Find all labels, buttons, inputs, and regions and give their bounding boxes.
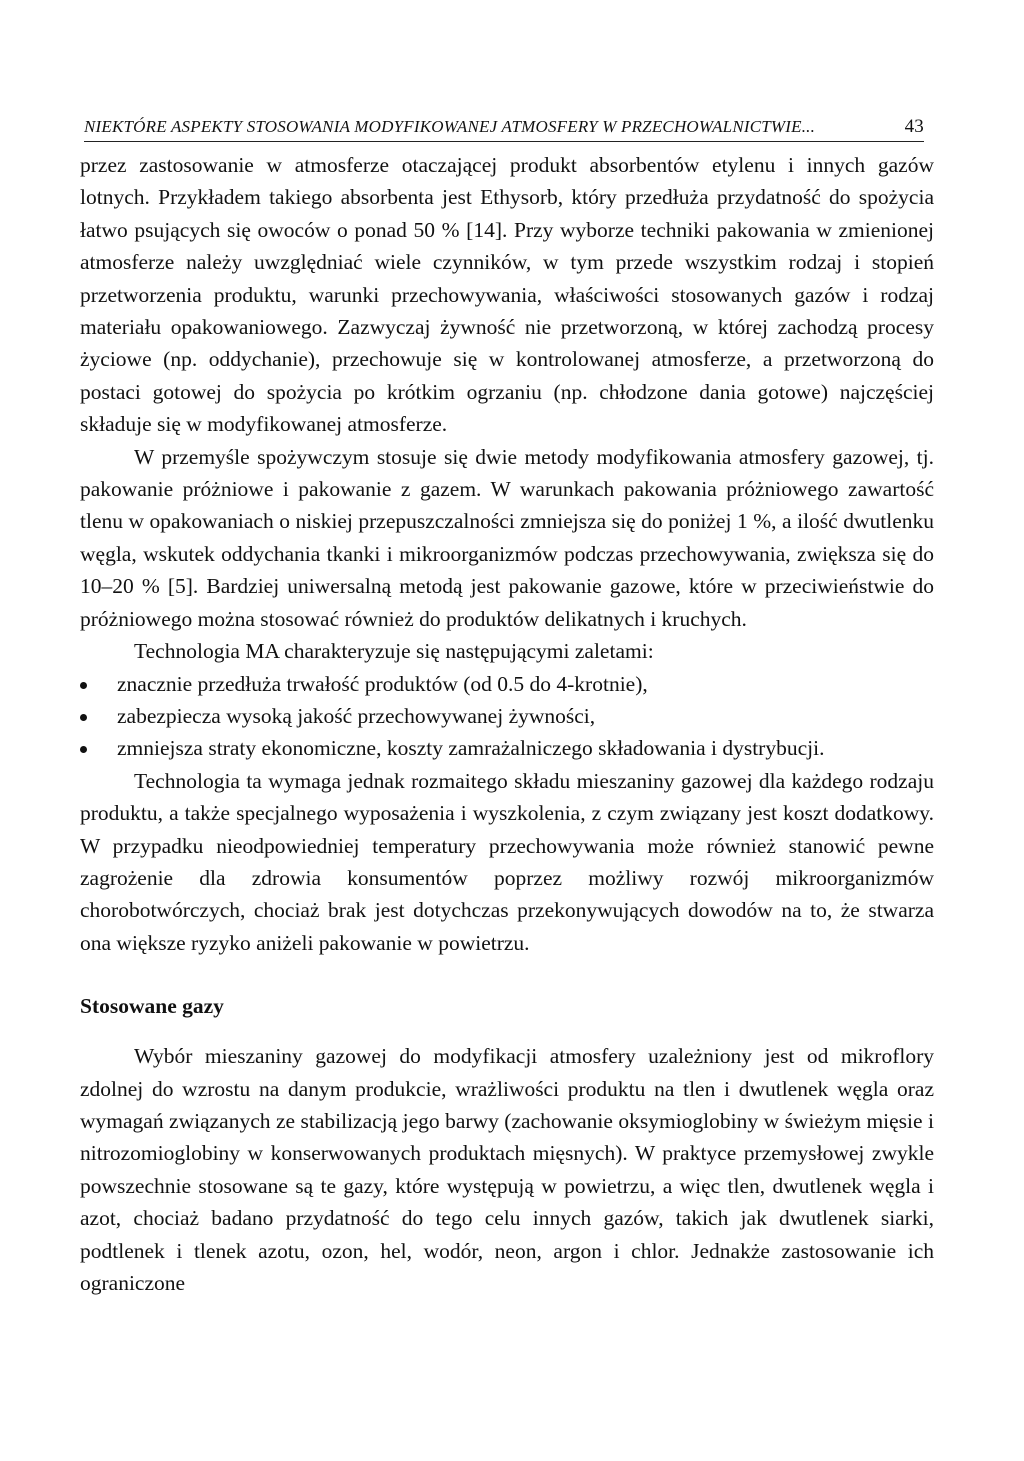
paragraph-methods: W przemyśle spożywczym stosuje się dwie metody modyfikowania atmosfery gazowej, tj. pakowanie próżniowe i pakowanie z gazem. W warunkach pakowania próżniowego zawartość tlenu w opakowaniach o niskiej przepuszczalności zmniejsza się do poniżej 1 %, a ilość dwutlenku węgla, wskutek oddychania tkanki i mikroorganizmów podczas przechowywania, zwiększa się do 10–20 % [5]. Bardziej uniwersalną metodą jest pakowanie gazowe, które w przeciwieństwie do próżniowego można stosować również do produktów delikatnych i kruchych. bbox=[80, 444, 934, 631]
advantages-list bbox=[80, 668, 934, 765]
paragraph-continuation: przez zastosowanie w atmosferze otaczającej produkt absorbentów etylenu i innych gazów lotnych. Przykładem takiego absorbenta jest Ethysorb, który przedłuża przydatność do spożycia łatwo psujących się owoców o ponad 50 % [14]. Przy wyborze techniki pakowania w zmienionej atmosferze należy uwzględniać wiele czynników, w tym przede wszystkim rodzaj i stopień przetworzenia produktu, warunki przechowywania, właściwości stosowanych gazów i rodzaj materiału opakowaniowego. Zazwyczaj żywność nie przetworzoną, w której zachodzą procesy życiowe (np. oddychanie), przechowuje się w kontrolowanej atmosferze, a przetworzoną do postaci gotowej do spożycia po krótkim ogrzaniu (np. chłodzone dania gotowe) najczęściej składuje się w modyfikowanej atmosferze. bbox=[80, 153, 934, 437]
paragraph-gas-selection: Wybór mieszaniny gazowej do modyfikacji atmosfery uzależniony jest od mikroflory zdolnej do wzrostu na danym produkcie, wrażliwości produktu na tlen i dwutlenek węgla oraz wymagań związanych ze stabilizacją jego barwy (zachowanie oksymioglobiny w świeżym mięsie i nitrozomioglobiny w konserwowanych produktach mięsnych). W praktyce przemysłowej zwykle powszechnie stosowane są te gazy, które występują w powietrzu, a więc tlen, dwutlenek węgla i azot, chociaż badano przydatność do tego celu innych gazów, takich jak dwutlenek siarki, podtlenek i tlenek azotu, ozon, hel, wodór, neon, argon i chlor. Jednakże zastosowanie ich ograniczone bbox=[80, 1044, 934, 1295]
list-item: znacznie przedłuża trwałość produktów (od 0.5 do 4-krotnie), bbox=[80, 668, 934, 700]
document-page bbox=[80, 116, 934, 1299]
section-heading: Stosowane gazy bbox=[80, 994, 224, 1019]
running-title: NIEKTÓRE ASPEKTY STOSOWANIA MODYFIKOWANEJ ATMOSFERY W PRZECHOWALNICTWIE... bbox=[84, 117, 816, 136]
paragraph-drawbacks: Technologia ta wymaga jednak rozmaitego składu mieszaniny gazowej dla każdego rodzaju produktu, a także specjalnego wyposażenia i wyszkolenia, z czym związany jest koszt dodatkowy. W przypadku nieodpowiedniej temperatury przechowywania może również stanowić pewne zagrożenie dla zdrowia konsumentów poprzez możliwy rozwój mikroorganizmów chorobotwórczych, chociaż brak jest dotychczas przekonywujących dowodów na to, że stwarza ona większe ryzyko aniżeli pakowanie w powietrzu. bbox=[80, 768, 934, 955]
body-text bbox=[80, 149, 934, 1299]
list-item: zabezpiecza wysoką jakość przechowywanej żywności, bbox=[80, 700, 934, 732]
page-number: 43 bbox=[904, 116, 924, 137]
running-header bbox=[84, 116, 924, 142]
list-item: zmniejsza straty ekonomiczne, koszty zamrażalniczego składowania i dystrybucji. bbox=[80, 732, 934, 764]
paragraph-advantages-intro: Technologia MA charakteryzuje się następującymi zaletami: bbox=[134, 639, 654, 664]
